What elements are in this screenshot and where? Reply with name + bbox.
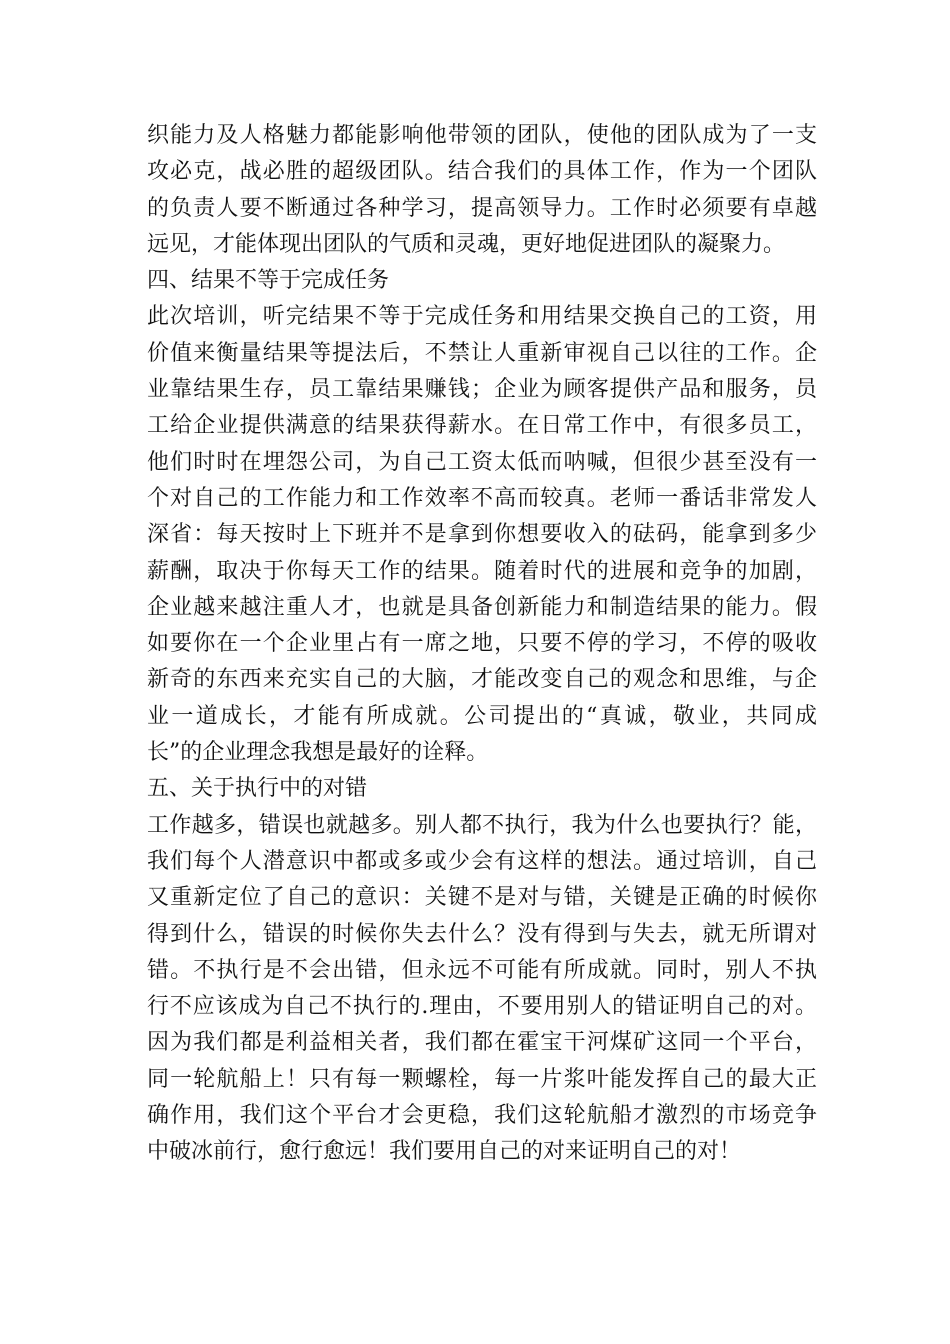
paragraph-line: 因为我们都是利益相关者，我们都在霍宝干河煤矿这同一个平台，: [147, 1030, 817, 1056]
paragraph-line: 此次培训，听完结果不等于完成任务和用结果交换自己的工资，用: [147, 304, 817, 330]
section-heading: 四、结果不等于完成任务: [147, 268, 390, 294]
paragraph-line: 织能力及人格魅力都能影响他带领的团队，使他的团队成为了一支: [147, 123, 817, 148]
document-body: [147, 118, 817, 1171]
paragraph-line: 的负责人要不断通过各种学习，提高领导力。工作时必须要有卓越: [147, 195, 817, 221]
paragraph-line: 工作越多，错误也就越多。别人都不执行，我为什么也要执行？能，: [147, 812, 817, 838]
paragraph-line: 错。不执行是不会出错，但永远不可能有所成就。同时，别人不执: [147, 957, 817, 983]
paragraph-line: 薪酬，取决于你每天工作的结果。随着时代的进展和竞争的加剧，: [147, 558, 817, 584]
paragraph-line: 我们每个人潜意识中都或多或少会有这样的想法。通过培训，自己: [147, 848, 817, 874]
paragraph-line: 价值来衡量结果等提法后，不禁让人重新审视自己以往的工作。企: [147, 340, 817, 366]
paragraph-line: 确作用，我们这个平台才会更稳，我们这轮航船才激烈的市场竞争: [147, 1103, 817, 1129]
paragraph-line: 远见，才能体现出团队的气质和灵魂，更好地促进团队的凝聚力。: [147, 231, 786, 257]
paragraph-line: 中破冰前行，愈行愈远！我们要用自己的对来证明自己的对！: [147, 1139, 742, 1165]
paragraph-line: 个对自己的工作能力和工作效率不高而较真。老师一番话非常发人: [147, 485, 817, 511]
paragraph-line: 又重新定位了自己的意识：关键不是对与错，关键是正确的时候你: [147, 885, 817, 911]
paragraph-line: 业靠结果生存，员工靠结果赚钱；企业为顾客提供产品和服务，员: [147, 377, 817, 403]
paragraph-line: 他们时时在埋怨公司，为自己工资太低而呐喊，但很少甚至没有一: [147, 449, 817, 475]
paragraph-line: 如要你在一个企业里占有一席之地，只要不停的学习，不停的吸收: [147, 631, 817, 657]
paragraph-line: 长”的企业理念我想是最好的诠释。: [147, 740, 489, 766]
paragraph-line: 同一轮航船上！只有每一颗螺栓，每一片浆叶能发挥自己的最大正: [147, 1066, 817, 1092]
paragraph-line: 企业越来越注重人才，也就是具备创新能力和制造结果的能力。假: [147, 594, 817, 620]
paragraph-line: 深省：每天按时上下班并不是拿到你想要收入的砝码，能拿到多少: [147, 522, 817, 548]
section-heading: 五、关于执行中的对错: [147, 776, 368, 802]
paragraph-line: 工给企业提供满意的结果获得薪水。在日常工作中，有很多员工，: [147, 413, 817, 439]
paragraph-line: 攻必克，战必胜的超级团队。结合我们的具体工作，作为一个团队: [147, 159, 817, 185]
paragraph-line: 业一道成长，才能有所成就。公司提出的“真诚，敬业，共同成: [147, 703, 817, 729]
paragraph-line: 行不应该成为自己不执行的.理由，不要用别人的错证明自己的对。: [147, 994, 817, 1020]
paragraph-line: 得到什么，错误的时候你失去什么？没有得到与失去，就无所谓对: [147, 921, 817, 947]
paragraph-line: 新奇的东西来充实自己的大脑，才能改变自己的观念和思维，与企: [147, 667, 817, 693]
